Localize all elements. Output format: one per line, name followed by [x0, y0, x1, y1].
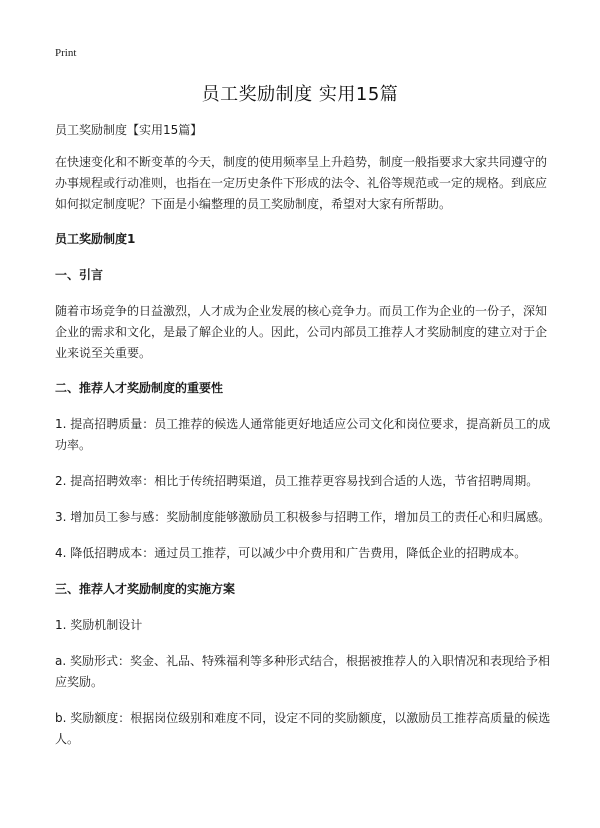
list-item: 1. 提高招聘质量：员工推荐的候选人通常能更好地适应公司文化和岗位要求，提高新员工的成功率。	[55, 417, 551, 452]
list-item: a. 奖励形式：奖金、礼品、特殊福利等多种形式结合，根据被推荐人的入职情况和表现给予相应奖励。	[55, 654, 550, 689]
print-label: Print	[55, 47, 77, 59]
section-title: 员工奖励制度1	[55, 232, 136, 246]
list-item: 2. 提高招聘效率：相比于传统招聘渠道，员工推荐更容易找到合适的人选，节省招聘周期。	[55, 474, 539, 488]
list-item: 4. 降低招聘成本：通过员工推荐，可以减少中介费用和广告费用，降低企业的招聘成本。	[55, 546, 527, 560]
heading-introduction: 一、引言	[55, 268, 104, 282]
intro-paragraph: 在快速变化和不断变革的今天，制度的使用频率呈上升趋势，制度一般指要求大家共同遵守的办事规程或行动准则，也指在一定历史条件下形成的法令、礼俗等规范或一定的规格。到底应如何拟定制度呢？下面是小编整理的员工奖励制度，希望对大家有所帮助。	[55, 155, 548, 211]
list-item: 3. 增加员工参与感：奖励制度能够激励员工积极参与招聘工作，增加员工的责任心和归属感。	[55, 510, 551, 524]
importance-list	[55, 414, 555, 564]
document-body	[55, 120, 555, 765]
implementation-list	[55, 615, 555, 750]
page-title: 员工奖励制度 实用15篇	[201, 84, 399, 105]
list-item: b. 奖励额度：根据岗位级别和难度不同，设定不同的奖励额度，以激励员工推荐高质量的候选人。	[55, 711, 551, 746]
document-subtitle: 员工奖励制度【实用15篇】	[55, 123, 203, 137]
heading-importance: 二、推荐人才奖励制度的重要性	[55, 381, 224, 395]
subheading: 1. 奖励机制设计	[55, 618, 143, 632]
heading-implementation: 三、推荐人才奖励制度的实施方案	[55, 582, 236, 596]
introduction-paragraph: 随着市场竞争的日益激烈，人才成为企业发展的核心竞争力。而员工作为企业的一份子，深知企业的需求和文化，是最了解企业的人。因此，公司内部员工推荐人才奖励制度的建立对于企业来说至关重要。	[55, 304, 548, 360]
